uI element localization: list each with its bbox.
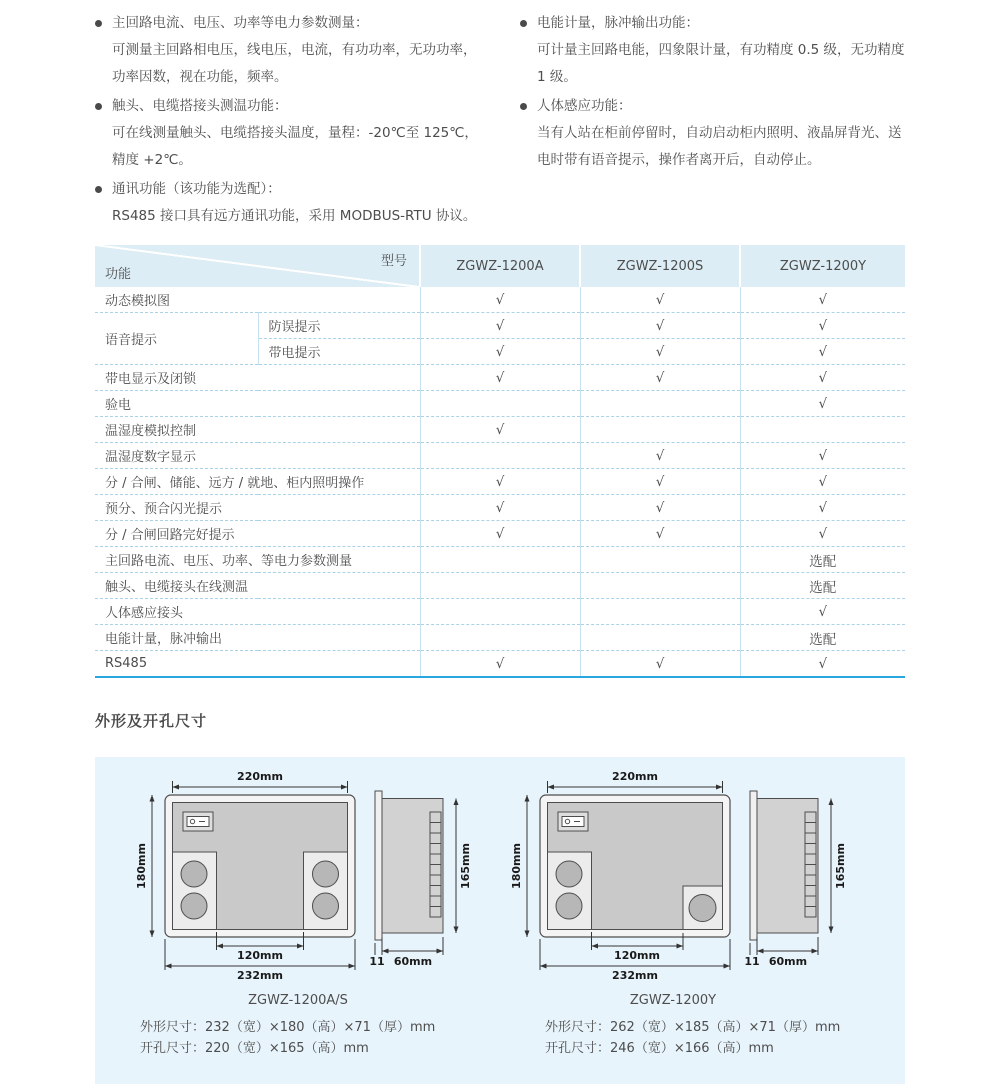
bullet-title: 触头、电缆搭接头测温功能： — [112, 98, 288, 114]
feature-value: √ — [740, 443, 905, 469]
table-row — [95, 573, 905, 599]
feature-value: √ — [580, 287, 740, 313]
feature-value — [740, 417, 905, 443]
feature-value: √ — [580, 443, 740, 469]
feature-value: √ — [420, 313, 580, 339]
feature-value — [420, 625, 580, 651]
bullet-dot-icon — [520, 20, 527, 27]
front-view — [540, 795, 730, 937]
dimensions-panel — [95, 757, 905, 1084]
table-row — [95, 599, 905, 625]
bullet-dot-icon — [95, 20, 102, 27]
side-view — [750, 791, 818, 940]
corner-label-model: 型号 — [380, 254, 407, 269]
dim-top: 220mm — [237, 770, 283, 783]
dim-depth: 60mm — [393, 955, 433, 968]
table-row — [95, 365, 905, 391]
table-row — [95, 625, 905, 651]
feature-value: √ — [580, 365, 740, 391]
bullet-dot-icon — [520, 103, 527, 110]
feature-value — [580, 547, 740, 573]
feature-label: 动态模拟图 — [95, 287, 420, 313]
table-row — [95, 521, 905, 547]
dim-inner: 120mm — [237, 949, 283, 962]
model-comparison-table — [95, 245, 905, 678]
feature-value: √ — [580, 495, 740, 521]
bullet-line: 精度 +2℃。 — [112, 152, 192, 168]
feature-value: √ — [580, 469, 740, 495]
feature-label: 温湿度模拟控制 — [95, 417, 420, 443]
features-column-right — [520, 10, 932, 176]
bullet-line: 可计量主回路电能，四象限计量，有功精度 0.5 级，无功精度 — [537, 42, 905, 58]
cutout-size-line: 开孔尺寸：246（宽）×166（高）mm — [545, 1041, 774, 1056]
feature-value — [580, 599, 740, 625]
feature-value — [580, 625, 740, 651]
feature-value: √ — [420, 521, 580, 547]
model-header: ZGWZ-1200A — [420, 245, 580, 287]
bullet-text — [112, 93, 478, 174]
outline-size-line: 外形尺寸：232（宽）×180（高）×71（厚）mm — [140, 1020, 436, 1035]
dim-inner: 120mm — [614, 949, 660, 962]
feature-value: √ — [740, 365, 905, 391]
feature-value: √ — [740, 391, 905, 417]
table-row — [95, 391, 905, 417]
bullet-line: 1 级。 — [537, 69, 577, 85]
section-title: 外形及开孔尺寸 — [95, 712, 208, 730]
feature-value — [580, 417, 740, 443]
feature-label: 电能计量，脉冲输出 — [95, 625, 420, 651]
feature-value: √ — [420, 469, 580, 495]
features-column-left — [95, 10, 510, 232]
table-row — [95, 495, 905, 521]
feature-value — [420, 391, 580, 417]
table-row — [95, 469, 905, 495]
dim-side-height: 165mm — [834, 843, 847, 889]
front-view — [165, 795, 355, 937]
outline-drawing-zgwz-1200y — [498, 767, 848, 982]
dim-side-height: 165mm — [459, 843, 472, 889]
outline-drawing-zgwz-1200as — [123, 767, 473, 982]
feature-value: √ — [420, 495, 580, 521]
feature-value: √ — [740, 469, 905, 495]
feature-sub-label: 防误提示 — [258, 313, 420, 339]
bullet-dot-icon — [95, 103, 102, 110]
model-header: ZGWZ-1200S — [580, 245, 740, 287]
feature-value: √ — [420, 417, 580, 443]
feature-bullet — [95, 176, 510, 230]
feature-value: √ — [580, 651, 740, 678]
feature-bullet — [520, 93, 932, 174]
feature-label: 主回路电流、电压、功率、等电力参数测量 — [95, 547, 420, 573]
feature-bullet — [520, 10, 932, 91]
outline-size-line: 外形尺寸：262（宽）×185（高）×71（厚）mm — [545, 1020, 841, 1035]
dim-height: 180mm — [135, 843, 148, 889]
feature-value: √ — [740, 521, 905, 547]
bullet-title: 人体感应功能： — [537, 98, 632, 114]
feature-value: √ — [740, 313, 905, 339]
dim-top: 220mm — [612, 770, 658, 783]
diagram-caption-left: ZGWZ-1200A/S — [248, 993, 348, 1008]
bullet-text — [537, 93, 902, 174]
feature-label: 温湿度数字显示 — [95, 443, 420, 469]
feature-label: 分 / 合闸回路完好提示 — [95, 521, 420, 547]
dim-height: 180mm — [510, 843, 523, 889]
feature-value — [420, 599, 580, 625]
bullet-text — [112, 10, 477, 91]
feature-value: √ — [420, 287, 580, 313]
feature-value: √ — [580, 521, 740, 547]
feature-value: 选配 — [740, 573, 905, 599]
dim-flange: 11 — [744, 955, 760, 968]
bullet-line: 电时带有语音提示，操作者离开后，自动停止。 — [537, 152, 821, 168]
size-text-left — [140, 1017, 435, 1059]
table-body — [95, 287, 905, 677]
feature-value: √ — [740, 495, 905, 521]
feature-label: 预分、预合闪光提示 — [95, 495, 420, 521]
model-header: ZGWZ-1200Y — [740, 245, 905, 287]
switch-icon — [558, 812, 588, 831]
bullet-line: RS485 接口具有远方通讯功能，采用 MODBUS-RTU 协议。 — [112, 208, 477, 224]
bullet-dot-icon — [95, 186, 102, 193]
feature-value: √ — [420, 339, 580, 365]
side-view — [375, 791, 443, 940]
table-row — [95, 651, 905, 678]
feature-group-label: 语音提示 — [95, 313, 258, 365]
feature-value — [420, 443, 580, 469]
feature-label: 分 / 合闸、储能、远方 / 就地、柜内照明操作 — [95, 469, 420, 495]
feature-sub-label: 带电提示 — [258, 339, 420, 365]
table-row — [95, 287, 905, 313]
bullet-title: 通讯功能（该功能为选配）： — [112, 181, 281, 197]
feature-value: √ — [740, 339, 905, 365]
table-row — [95, 417, 905, 443]
switch-icon — [183, 812, 213, 831]
feature-label: 触头、电缆接头在线测温 — [95, 573, 420, 599]
feature-value — [420, 573, 580, 599]
table-corner-cell — [95, 245, 420, 287]
feature-value: 选配 — [740, 547, 905, 573]
feature-label: RS485 — [95, 651, 420, 678]
bullet-text — [112, 176, 476, 230]
feature-value: √ — [740, 599, 905, 625]
bullet-line: 可测量主回路相电压，线电压，电流，有功功率，无功功率， — [112, 42, 477, 58]
feature-value — [580, 391, 740, 417]
feature-value: √ — [740, 287, 905, 313]
feature-bullet — [95, 10, 510, 91]
bullet-line: 可在线测量触头、电缆搭接头温度，量程：-20℃至 125℃， — [112, 125, 478, 141]
diagram-caption-right: ZGWZ-1200Y — [629, 993, 717, 1008]
table-row — [95, 313, 905, 339]
feature-value — [420, 547, 580, 573]
bullet-line: 当有人站在柜前停留时，自动启动柜内照明、液晶屏背光、送 — [537, 125, 902, 141]
dim-width: 232mm — [612, 969, 658, 982]
feature-value: 选配 — [740, 625, 905, 651]
bullet-line: 功率因数，视在功能，频率。 — [112, 69, 288, 85]
bullet-title: 主回路电流、电压、功率等电力参数测量： — [112, 15, 369, 31]
table-row — [95, 547, 905, 573]
table-header-row — [95, 245, 905, 287]
bullet-title: 电能计量，脉冲输出功能： — [537, 15, 699, 31]
feature-label: 带电显示及闭锁 — [95, 365, 420, 391]
dim-width: 232mm — [237, 969, 283, 982]
table-row — [95, 443, 905, 469]
cutout-size-line: 开孔尺寸：220（宽）×165（高）mm — [140, 1041, 369, 1056]
size-text-right — [545, 1017, 840, 1059]
dim-depth: 60mm — [768, 955, 808, 968]
feature-bullet — [95, 93, 510, 174]
feature-label: 验电 — [95, 391, 420, 417]
feature-value: √ — [580, 313, 740, 339]
feature-value: √ — [420, 365, 580, 391]
feature-value: √ — [420, 651, 580, 678]
corner-label-feature: 功能 — [105, 267, 132, 282]
dim-flange: 11 — [369, 955, 385, 968]
feature-value — [580, 573, 740, 599]
table-header — [95, 245, 905, 287]
feature-value: √ — [580, 339, 740, 365]
feature-value: √ — [740, 651, 905, 678]
bullet-text — [537, 10, 905, 91]
feature-label: 人体感应接头 — [95, 599, 420, 625]
